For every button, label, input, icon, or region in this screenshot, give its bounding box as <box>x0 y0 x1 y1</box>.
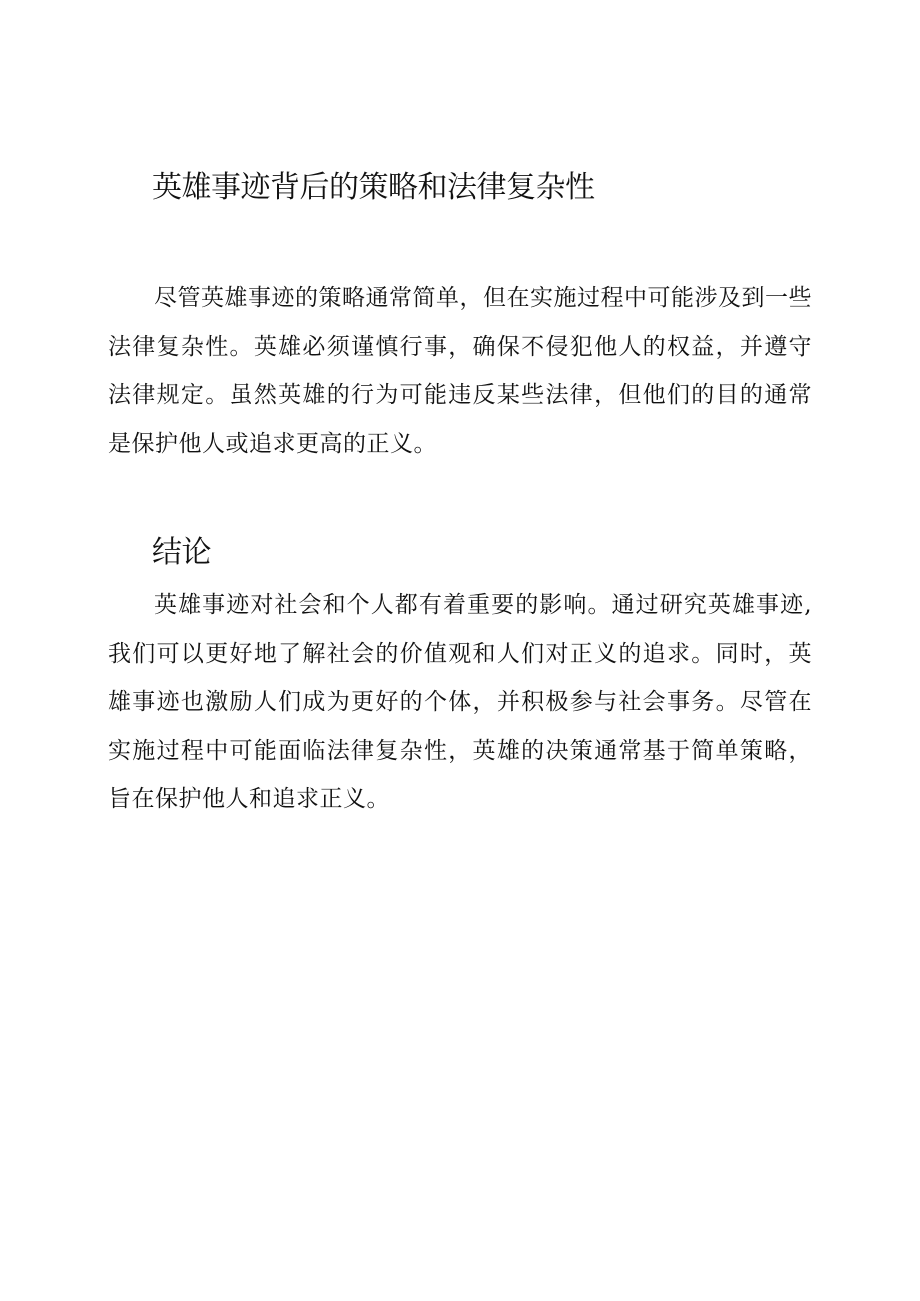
section-paragraph-conclusion: 英雄事迹对社会和个人都有着重要的影响。通过研究英雄事迹,我们可以更好地了解社会的价值观和人们对正义的追求。同时，英雄事迹也激励人们成为更好的个体，并积极参与社会事务。尽管在实施过程中可能面临法律复杂性，英雄的决策通常基于简单策略，旨在保护他人和追求正义。 <box>108 592 812 812</box>
section-paragraph-strategy-legal: 尽管英雄事迹的策略通常简单，但在实施过程中可能涉及到一些法律复杂性。英雄必须谨慎行事，确保不侵犯他人的权益，并遵守法律规定。虽然英雄的行为可能违反某些法律，但他们的目的通常是保护他人或追求更高的正义。 <box>108 285 812 457</box>
section-heading-conclusion: 结论 <box>152 535 211 570</box>
section-heading-strategy-legal: 英雄事迹背后的策略和法律复杂性 <box>152 170 595 205</box>
